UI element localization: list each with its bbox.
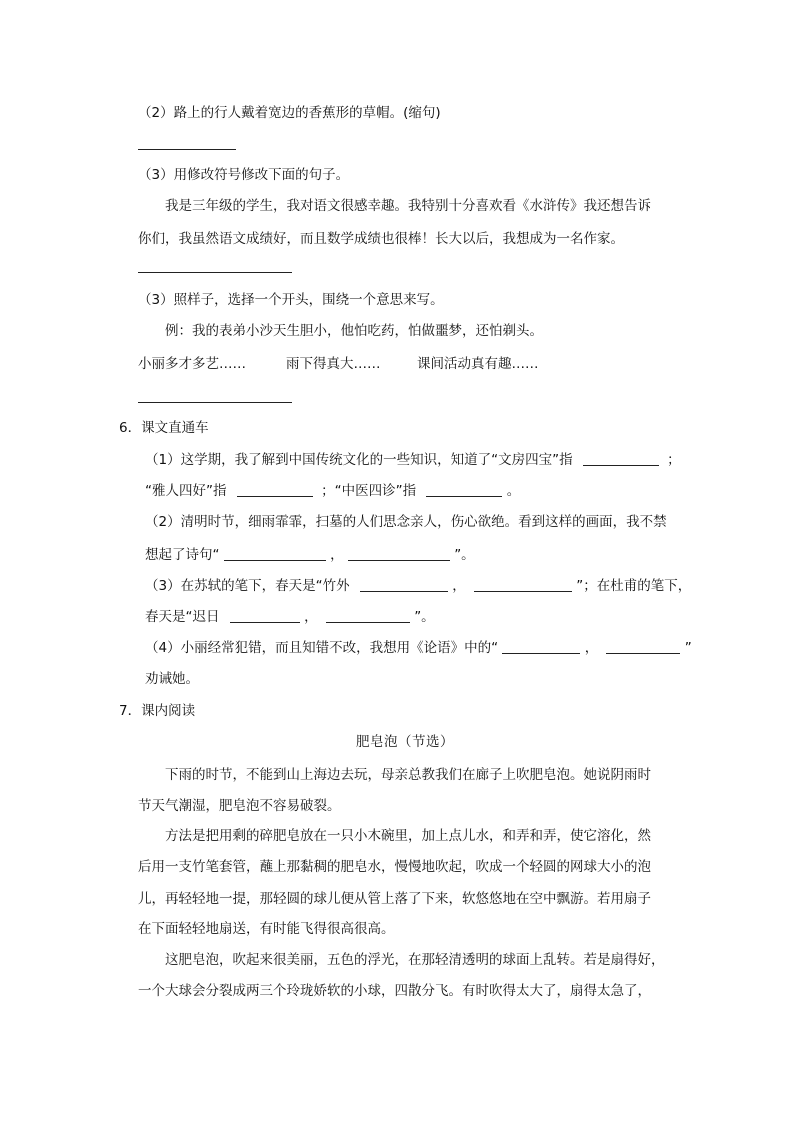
- q6-item1-line2: [145, 481, 520, 501]
- punct: ；: [667, 452, 681, 468]
- q6-item1-line1: [145, 450, 681, 470]
- q6-item3-text: ”；在杜甫的笔下，: [576, 578, 692, 594]
- punct: 。: [506, 483, 521, 499]
- passage-para3-line1: 这肥皂泡，吹起来很美丽，五色的浮光，在那轻清透明的球面上乱转。若是扇得好，: [165, 952, 665, 968]
- punct: ，: [584, 640, 599, 656]
- q6-item1-text: （1）这学期，我了解到中国传统文化的一些知识，知道了“文房四宝”指: [145, 452, 573, 468]
- punct: ，: [330, 547, 344, 563]
- blank-sushi-2[interactable]: [474, 577, 572, 592]
- option-2: 雨下得真大……: [286, 356, 381, 372]
- passage-para2-line4: 在下面轻轻地扇送，有时能飞得很高很高。: [138, 921, 395, 937]
- option-1: 小丽多才多艺……: [138, 356, 246, 372]
- q6-item2-text: 想起了诗句“: [145, 547, 220, 563]
- q6-item3-line1: [145, 576, 691, 596]
- blank-poem-2[interactable]: [348, 546, 450, 561]
- passage-line: 我是三年级的学生，我对语文很感幸趣。我特别十分喜欢看《水浒传》我还想告诉: [165, 198, 651, 214]
- blank-dufu-2[interactable]: [326, 608, 410, 623]
- punct: ，: [304, 609, 318, 625]
- q5-item3b: （3）照样子，选择一个开头，围绕一个意思来写。: [138, 292, 444, 308]
- q5-item3a: （3）用修改符号修改下面的句子。: [138, 167, 350, 183]
- q6-item2-line1: （2）清明时节，细雨霏霏，扫墓的人们思念亲人，伤心欲绝。看到这样的画面，我不禁: [145, 514, 667, 530]
- q6-item3-text: ”。: [414, 609, 435, 625]
- answer-line[interactable]: [138, 402, 292, 403]
- q6-item3-line2: [145, 607, 435, 627]
- answer-line[interactable]: [138, 272, 292, 273]
- blank-lunyu-1[interactable]: [502, 639, 580, 654]
- q6-item4-line2: 劝诫她。: [145, 671, 199, 687]
- blank-zhongyi[interactable]: [426, 482, 502, 497]
- passage-para2-line2: 后用一支竹笔套管，蘸上那黏稠的肥皂水，慢慢地吹起，吹成一个轻圆的网球大小的泡: [138, 859, 651, 875]
- option-3: 课间活动真有趣……: [417, 356, 539, 372]
- blank-wenfang[interactable]: [583, 451, 659, 466]
- blank-poem-1[interactable]: [224, 546, 326, 561]
- q6-item4-text: （4）小丽经常犯错，而且知错不改，我想用《论语》中的“: [145, 640, 499, 656]
- blank-lunyu-2[interactable]: [606, 639, 680, 654]
- q6-item1-text: ；“中医四诊”指: [321, 483, 417, 499]
- punct: ”: [684, 640, 692, 656]
- blank-sushi-1[interactable]: [360, 577, 448, 592]
- blank-dufu-1[interactable]: [230, 608, 300, 623]
- example-sentence: 例：我的表弟小沙天生胆小，他怕吃药，怕做噩梦，还怕剃头。: [165, 323, 543, 339]
- q6-item3-text: （3）在苏轼的笔下，春天是“竹外: [145, 578, 350, 594]
- passage-line: 你们，我虽然语文成绩好，而且数学成绩也很棒！长大以后，我想成为一名作家。: [138, 231, 624, 247]
- q7-heading: 7．课内阅读: [119, 703, 196, 719]
- passage-title: 肥皂泡（节选）: [356, 734, 454, 750]
- passage-para3-line2: 一个大球会分裂成两三个玲珑娇软的小球，四散分飞。有时吹得太大了，扇得太急了，: [138, 983, 651, 999]
- q6-item1-text: “雅人四好”指: [145, 483, 227, 499]
- q5-item2: （2）路上的行人戴着宽边的香蕉形的草帽。(缩句): [138, 105, 441, 121]
- passage-para1-line2: 节天气潮湿，肥皂泡不容易破裂。: [138, 798, 341, 814]
- q6-item3-text: 春天是“迟日: [145, 609, 220, 625]
- passage-para2-line1: 方法是把用剩的碎肥皂放在一只小木碗里，加上点儿水，和弄和弄，使它溶化，然: [165, 828, 651, 844]
- q6-item4-line1: [145, 638, 692, 658]
- answer-line[interactable]: [138, 149, 236, 150]
- passage-para1-line1: 下雨的时节，不能到山上海边去玩，母亲总教我们在廊子上吹肥皂泡。她说阴雨时: [165, 767, 651, 783]
- q6-heading: 6．课文直通车: [119, 420, 209, 436]
- blank-yaren[interactable]: [237, 482, 313, 497]
- punct: ”。: [454, 547, 475, 563]
- q6-item2-line2: [145, 545, 475, 565]
- passage-para2-line3: 儿，再轻轻地一提，那轻圆的球儿便从管上落了下来，软悠悠地在空中飘游。若用扇子: [138, 891, 651, 907]
- punct: ，: [452, 578, 466, 594]
